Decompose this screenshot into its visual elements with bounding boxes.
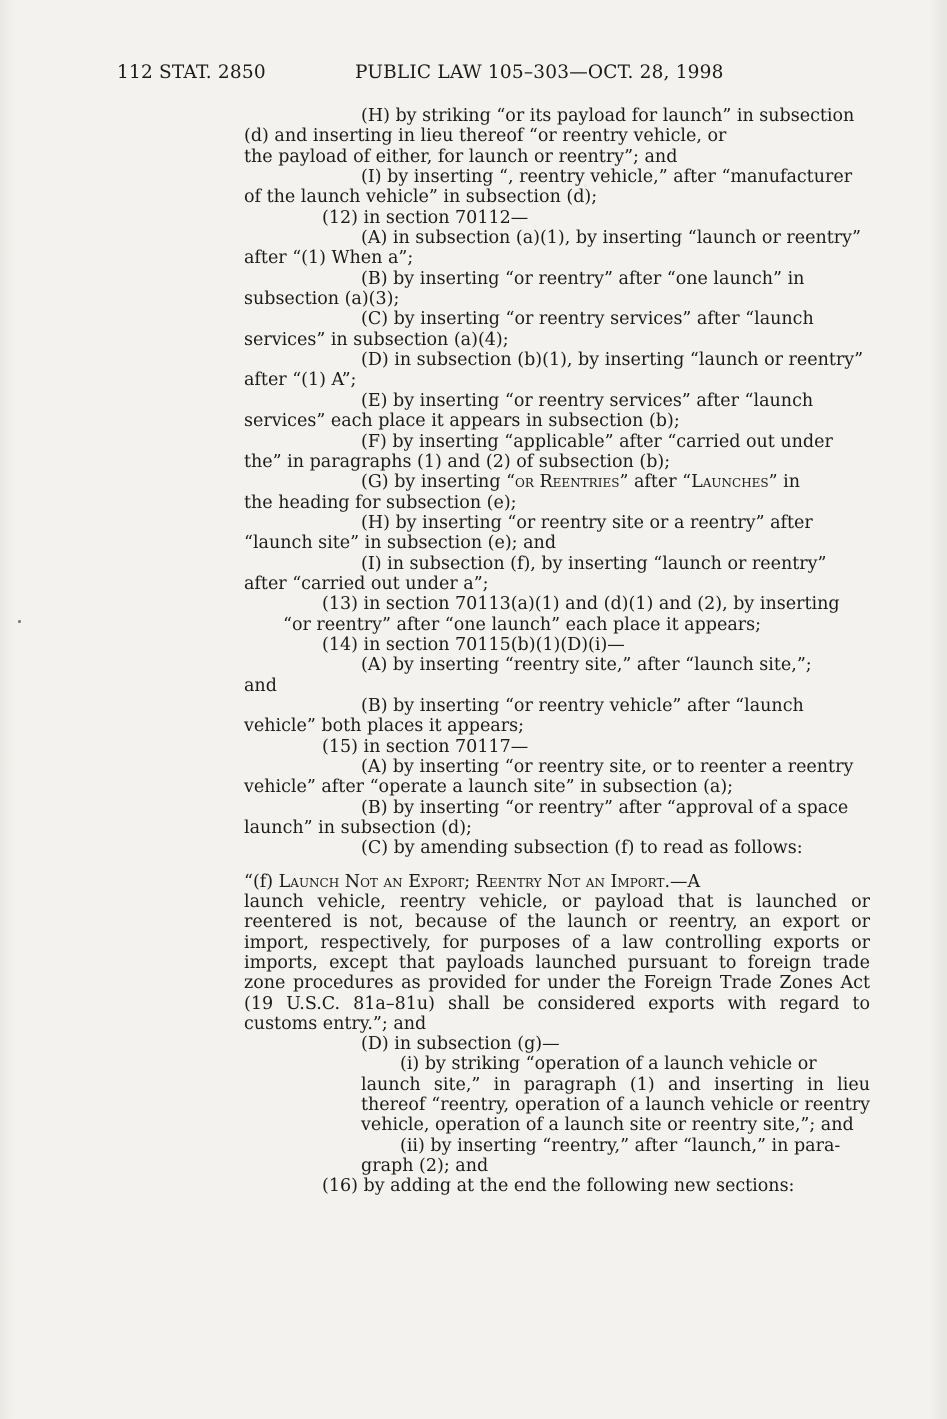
clause-i-strike-rest: launch site,” in paragraph (1) and inserting in lieu thereof “reentry, operation of a launch vehicle or reentry vehicle, operation of a launch site or reentry site,”; and [361,1074,870,1136]
paragraph-16: (16) by adding at the end the following new sections: [322,1176,795,1197]
para-12-a-line-1: (A) in subsection (a)(1), by inserting “launch or reentry” [361,228,861,249]
para-12-d-line-2: after “(1) A”; [244,370,357,391]
para-12-g-mid: ” after “ [619,472,692,493]
para-12-h-line-1: (H) by inserting “or reentry site or a reentry” after [361,512,813,533]
page-header [117,62,757,88]
para-14-b-line-1: (B) by inserting “or reentry vehicle” after “launch [361,695,804,716]
para-15-d-heading: (D) in subsection (g)— [361,1034,560,1054]
quoted-heading: Launch Not an Export; Reentry Not an Import. [278,872,671,892]
para-12-g-pre: (G) by inserting “ [361,472,516,493]
quoted-subsection-f-body [244,892,870,1034]
para-12-g-post: ” in [768,472,801,493]
quote-open: “(f) [244,872,279,892]
clause-i-line-1: (I) by inserting “, reentry vehicle,” after “manufacturer [361,167,853,188]
para-12-i-line-2: after “carried out under a”; [244,573,489,594]
paragraph-13-line-1: (13) in section 70113(a)(1) and (d)(1) and (2), by inserting [322,594,840,615]
clause-ii-line-2: graph (2); and [361,1156,489,1177]
para-12-a-line-2: after “(1) When a”; [244,248,414,269]
para-14-b-line-2: vehicle” both places it appears; [244,716,524,737]
para-15-b-line-1: (B) by inserting “or reentry” after “approval of a space [361,797,849,818]
clause-i-line-2: of the launch vehicle” in subsection (d); [244,187,598,208]
quoted-subsection-f [244,872,870,892]
clause-h-line-2: (d) and inserting in lieu thereof “or reentry vehicle, or [244,126,727,147]
para-12-b-line-2: subsection (a)(3); [244,289,400,310]
para-12-e-line-2: services” each place it appears in subsection (b); [244,411,680,432]
statute-page-number: 112 STAT. 2850 [117,62,266,83]
quoted-body-text: launch vehicle, reentry vehicle, or payload that is launched or reentered is not, because of the launch or reentry, an export or import, respectively, for purposes of a law controlling exports or imports, except that payloads launched pursuant to foreign trade zone procedures as provided for under the Foreign Trade Zones Act (19 U.S.C. 81a–81u) shall be considered exports with regard to customs entry.”; and [244,892,870,1035]
para-15-a-line-1: (A) by inserting “or reentry site, or to reenter a reentry [361,757,854,777]
para-12-d-line-1: (D) in subsection (b)(1), by inserting “launch or reentry” [361,350,864,371]
para-12-g-smallcaps-1: or Reentries [515,472,620,493]
public-law-citation: PUBLIC LAW 105–303—OCT. 28, 1998 [355,62,724,83]
para-12-g-smallcaps-2: Launches [691,472,769,493]
para-12-h-line-2: “launch site” in subsection (e); and [244,533,557,554]
para-12-c-line-2: services” in subsection (a)(4); [244,329,509,350]
para-12-g-line-1 [244,472,870,492]
quoted-subsection-f-text [205,872,870,892]
para-12-g-line-2: the heading for subsection (e); [244,492,517,513]
paragraph-15-heading: (15) in section 70117— [322,736,529,757]
para-14-a-line-1: (A) by inserting “reentry site,” after “launch site,”; [361,655,812,676]
clause-h-line-3: the payload of either, for launch or reentry”; and [244,146,678,167]
para-14-a-line-2: and [244,675,277,696]
clause-ii-line-1: (ii) by inserting “reentry,” after “launch,” in para- [400,1135,841,1156]
para-12-b-line-1: (B) by inserting “or reentry” after “one launch” in [361,268,805,289]
para-15-a-line-2: vehicle” after “operate a launch site” in subsection (a); [244,777,734,798]
clause-i-strike-line-1: (i) by striking “operation of a launch vehicle or [400,1054,817,1075]
clause-h-line-1: (H) by striking “or its payload for launch” in subsection [361,106,855,126]
paragraph-14-heading: (14) in section 70115(b)(1)(D)(i)— [322,634,625,655]
para-12-f-line-1: (F) by inserting “applicable” after “carried out under [361,431,833,452]
scan-speck [18,620,21,623]
para-12-e-line-1: (E) by inserting “or reentry services” after “launch [361,390,814,411]
para-12-f-line-2: the” in paragraphs (1) and (2) of subsection (b); [244,451,671,472]
subsection-g-amendments [244,1034,870,1197]
document-body [244,106,870,859]
quote-dash: —A [670,872,701,892]
para-15-b-line-2: launch” in subsection (d); [244,818,472,839]
paragraph-12-heading: (12) in section 70112— [322,207,529,228]
paragraph-13-line-2: “or reentry” after “one launch” each place it appears; [283,614,762,635]
para-12-c-line-1: (C) by inserting “or reentry services” after “launch [361,309,814,330]
para-12-i-line-1: (I) in subsection (f), by inserting “launch or reentry” [361,553,827,574]
para-15-c-line-1: (C) by amending subsection (f) to read as follows: [361,838,803,859]
